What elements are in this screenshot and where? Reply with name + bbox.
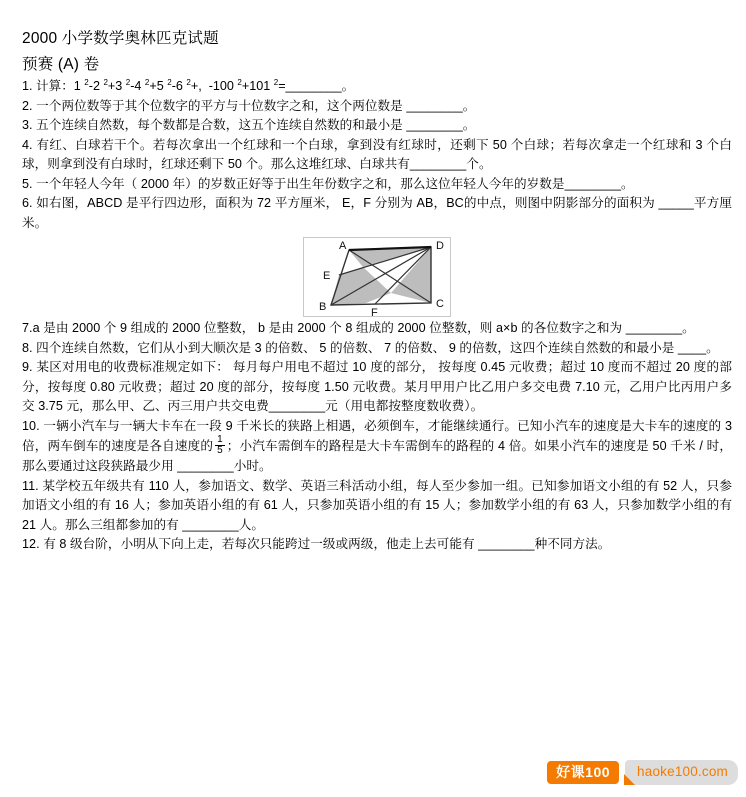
- watermark: [547, 760, 738, 785]
- document-title: 2000 小学数学奥林匹克试题: [22, 30, 219, 47]
- vertex-label-c: C: [436, 298, 444, 310]
- vertex-label-d: D: [436, 240, 444, 252]
- q10-text-b: ；小汽车需倒车的路程是大卡车需倒车的路程的 4 倍。如果小汽车的速度是 50 千米 / 时，那么要通过这段狭路最少用 ________小时。: [22, 438, 732, 473]
- question-3: 3. 五个连续自然数，每个数都是合数，这五个连续自然数的和最小是 ________。: [22, 118, 476, 132]
- q1-sup-13: 2: [237, 77, 242, 87]
- q1-seg-0: 1. 计算：1: [22, 79, 85, 93]
- q1-sup-9: 2: [167, 77, 172, 87]
- q10-text-a: 10. 一辆小汽车与一辆大卡车在一段 9 千米长的狭路上相遇，必须倒车，才能继续通行。已知小汽车的速度是大卡车的速度的 3 倍，两车倒车的速度是各自速度的: [22, 418, 732, 453]
- q1-sup-5: 2: [125, 77, 131, 87]
- document-subtitle: 预赛 (A) 卷: [22, 56, 100, 73]
- q1-seg-2: -2: [88, 79, 104, 93]
- watermark-url: haoke100.com: [637, 764, 728, 779]
- vertex-label-b: B: [319, 301, 327, 313]
- question-6: 6. 如右图，ABCD 是平行四边形，面积为 72 平方厘米， E，F 分别为 AB，BC的中点，则图中阴影部分的面积为 _____平方厘米。: [22, 196, 732, 230]
- parallelogram-figure: [303, 237, 451, 317]
- question-10: [22, 417, 732, 477]
- q1-seg-6: -4: [130, 79, 145, 93]
- question-8: 8. 四个连续自然数，它们从小到大顺次是 3 的倍数、 5 的倍数、 7 的倍数、 9 的倍数，这四个连续自然数的和最小是 ____。: [22, 340, 719, 355]
- q1-sup-11: 2: [186, 77, 191, 87]
- question-1: [22, 77, 732, 97]
- figure-container: [22, 237, 732, 317]
- question-2: 2. 一个两位数等于其个位数字的平方与十位数字之和，这个两位数是 ________。: [22, 98, 476, 113]
- q1-seg-14: +101: [241, 79, 274, 93]
- fraction-numerator: 1: [217, 434, 223, 445]
- vertex-label-e: E: [323, 270, 331, 282]
- question-11: 11. 某学校五年级共有 110 人，参加语文、数学、英语三科活动小组，每人至少参加一组。已知参加语文小组的有 52 人，只参加语文小组的有 16 人；参加英语小组的有 61 人，只参加英语小组的有 15 人；参加数学小组的有 63 人，只参加数学小组的有 21 人。那么三组都参加的有 ________人。: [22, 478, 732, 532]
- vertex-label-a: A: [339, 240, 347, 252]
- fraction-one-fifth: [215, 435, 225, 456]
- watermark-url-box: [625, 760, 738, 785]
- q1-sup-15: 2: [273, 77, 279, 87]
- question-5: 5. 一个年轻人今年（ 2000 年）的岁数正好等于出生年份数字之和，那么这位年轻人今年的岁数是________。: [22, 176, 634, 191]
- q1-sup-7: 2: [144, 77, 150, 87]
- q1-sup-3: 2: [103, 77, 108, 87]
- question-12: 12. 有 8 级台阶，小明从下向上走，若每次只能跨过一级或两级，他走上去可能有 ________种不同方法。: [22, 537, 611, 551]
- q1-seg-8: +5: [149, 79, 168, 93]
- parallelogram-abcd-svg: [303, 237, 451, 317]
- question-7: 7.a 是由 2000 个 9 组成的 2000 位整数， b 是由 2000 个 8 组成的 2000 位整数，则 a×b 的各位数字之和为 ________。: [22, 321, 695, 335]
- q1-seg-10: -6: [171, 79, 187, 93]
- question-4: 4. 有红、白球若干个。若每次拿出一个红球和一个白球，拿到没有红球时，还剩下 50 个白球；若每次拿走一个红球和 3 个白球，则拿到没有白球时，红球还剩下 50 个。那么这堆红球、白球共有________个。: [22, 137, 732, 171]
- q1-sup-1: 2: [84, 77, 89, 87]
- question-9: 9. 某区对用电的收费标准规定如下： 每月每户用电不超过 10 度的部分， 按每度 0.45 元收费；超过 10 度而不超过 20 度的部分，按每度 0.80 元收费；超过 20 度的部分，按每度 1.50 元收费。某月甲用户比乙用户多交电费 7.10 元，乙用户比丙用户多交 3.75 元，那么甲、乙、丙三用户共交电费________元（用电都按整度数收费）。: [22, 360, 732, 413]
- watermark-badge: 好课100: [547, 761, 619, 784]
- vertex-label-f: F: [371, 307, 378, 317]
- fraction-denominator: 5: [217, 445, 223, 456]
- q1-seg-12: +, -100: [190, 79, 238, 93]
- q1-seg-4: +3: [107, 79, 126, 93]
- watermark-triangle-icon: [624, 774, 635, 785]
- q1-seg-16: =________。: [278, 79, 355, 93]
